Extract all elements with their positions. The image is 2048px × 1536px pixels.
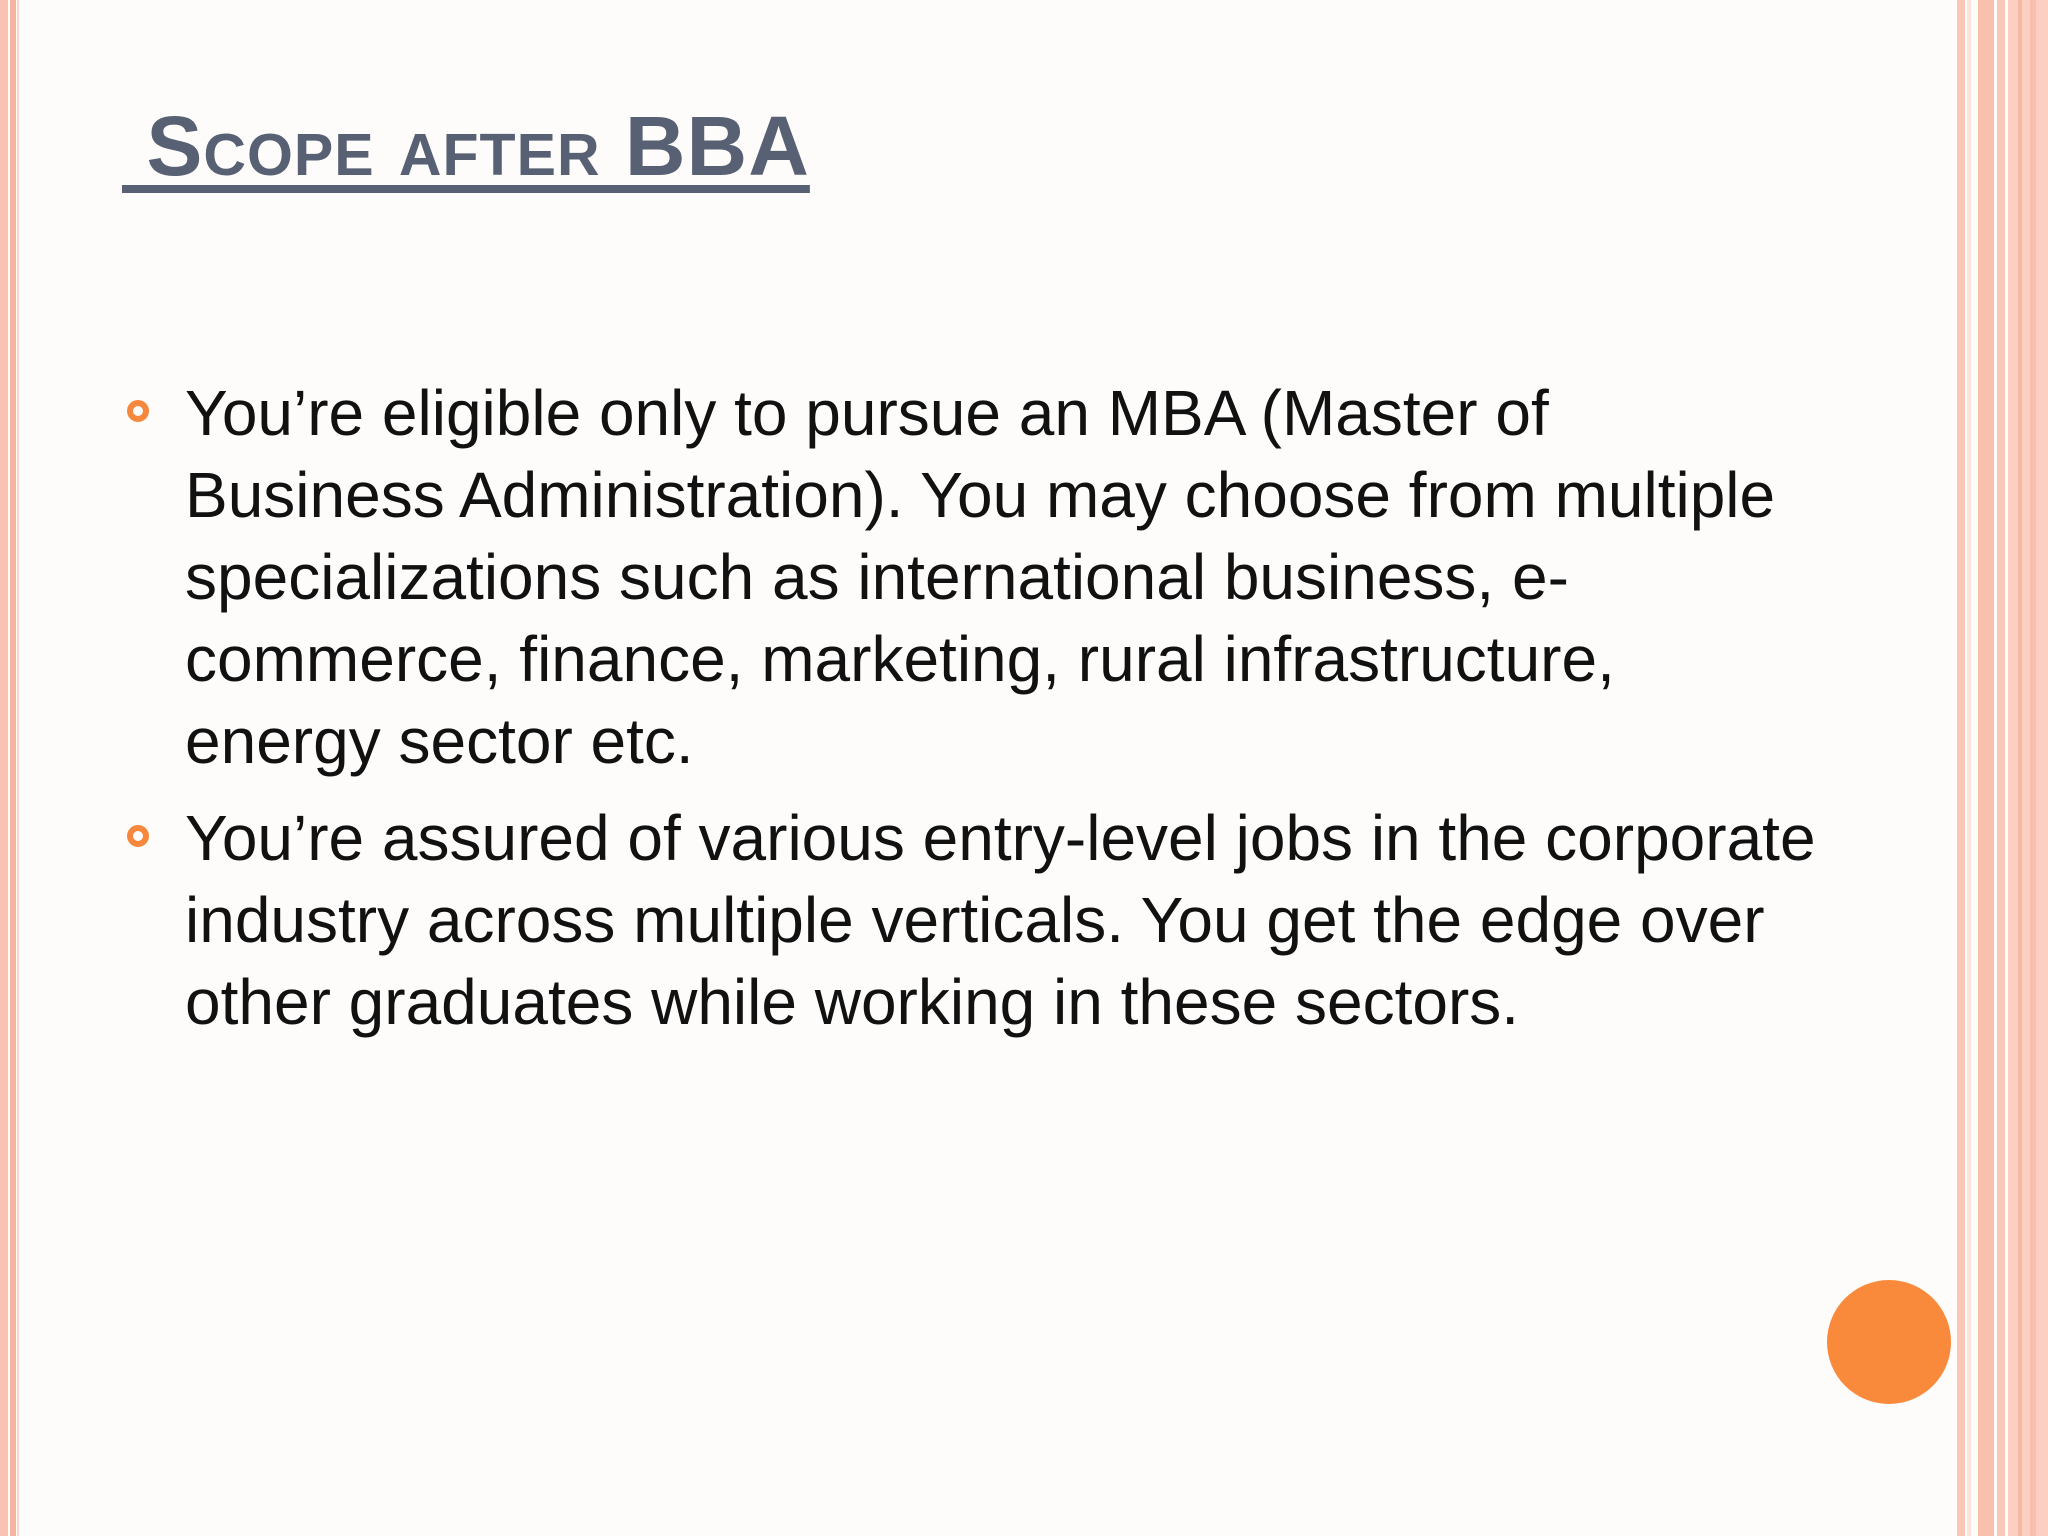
bullet-text: You’re eligible only to pursue an MBA (Master of Business Administration). You may choose from multiple specializations such as international business, e-commerce, finance, marketing, rural infrastructure, energy sector etc.	[185, 377, 1776, 777]
right-border-stripe	[1997, 0, 2005, 1536]
right-border-stripe	[1978, 0, 1994, 1536]
right-border-stripe	[2008, 0, 2048, 1536]
bullet-item	[120, 372, 1820, 782]
right-border-stripe	[1957, 0, 1965, 1536]
left-border-stripe	[0, 0, 8, 1536]
right-border-stripe	[2018, 0, 2022, 1536]
left-border-stripe	[17, 0, 19, 1536]
right-border-stripe	[1967, 0, 1971, 1536]
left-border-stripe	[10, 0, 16, 1536]
hollow-circle-bullet-icon	[127, 400, 149, 422]
slide-title: Scope after BBA	[122, 99, 810, 193]
bullet-list	[120, 372, 1820, 1058]
bullet-text: You’re assured of various entry-level jobs in the corporate industry across multiple verticals. You get the edge over other graduates while working in these sectors.	[185, 802, 1816, 1038]
right-border-stripe	[2030, 0, 2036, 1536]
hollow-circle-bullet-icon	[127, 825, 149, 847]
bullet-item	[120, 797, 1820, 1043]
orange-circle-decoration-icon	[1827, 1280, 1951, 1404]
